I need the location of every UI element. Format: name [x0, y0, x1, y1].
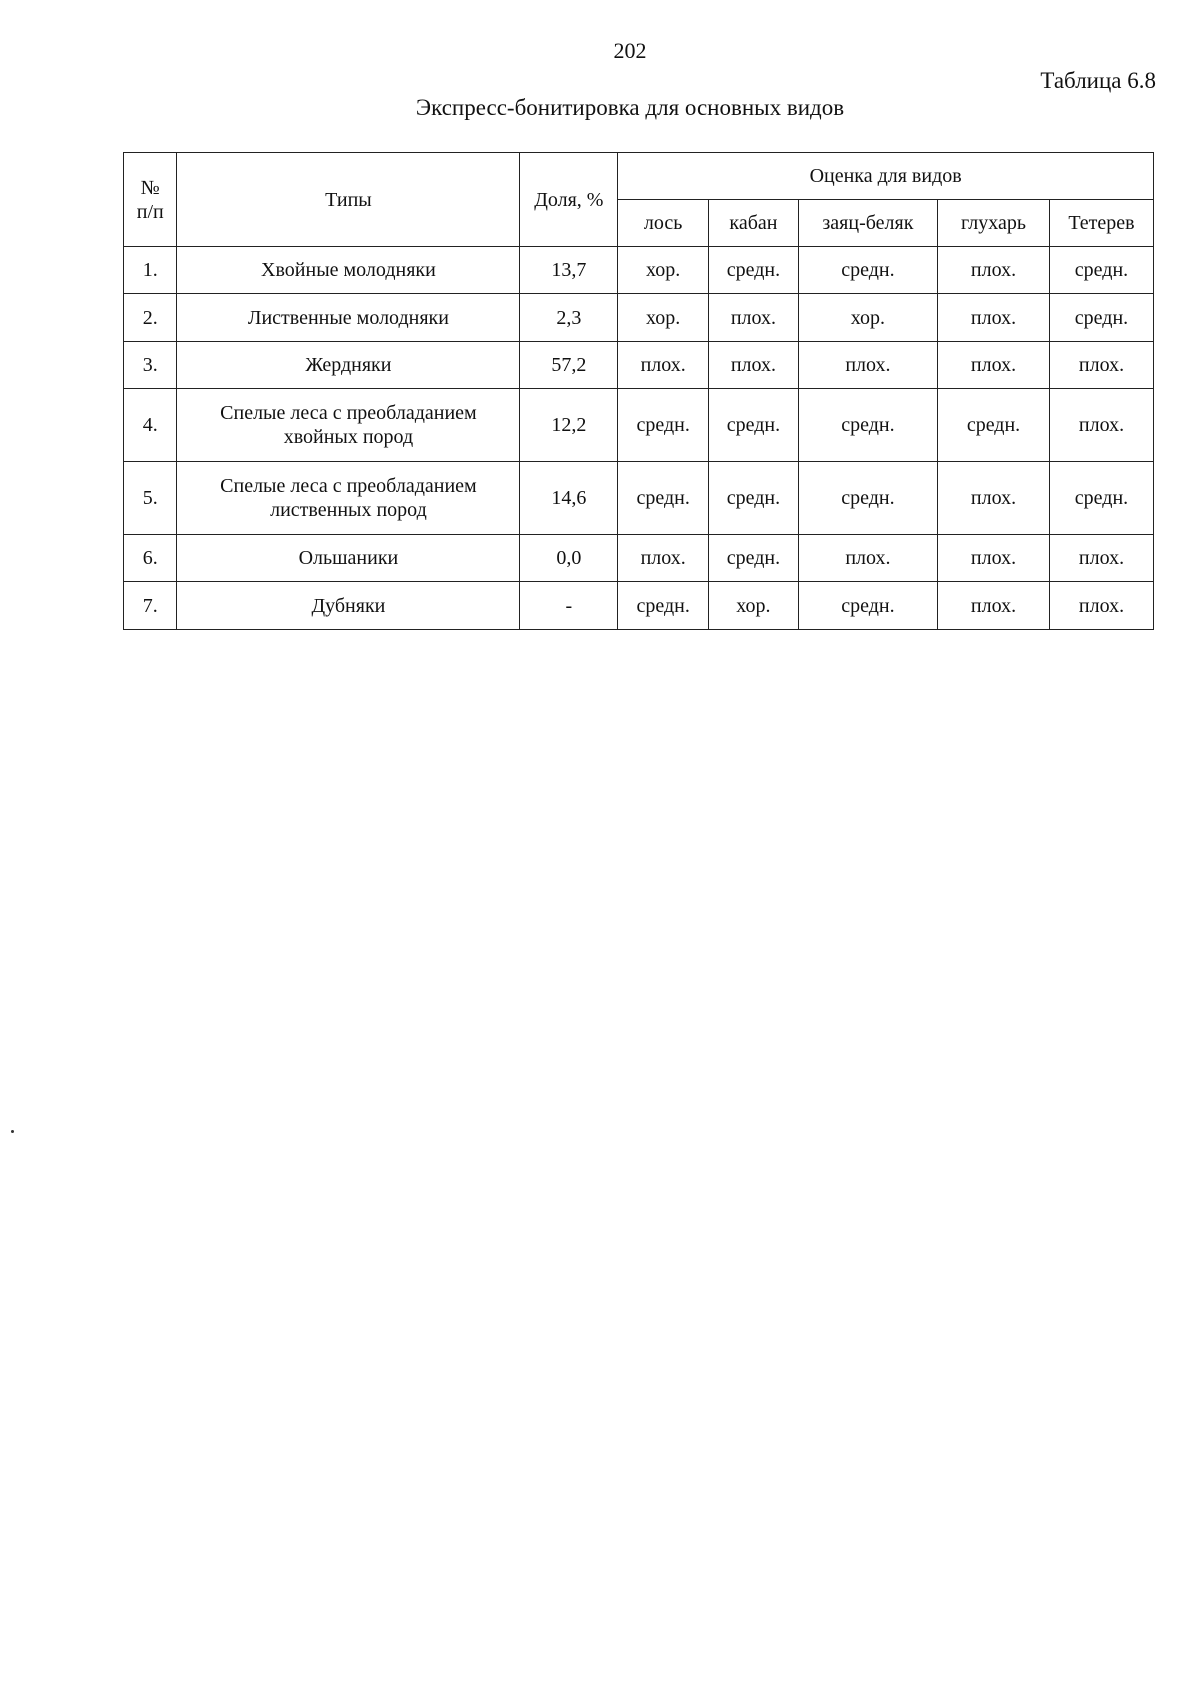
header-species-boar: кабан: [709, 200, 799, 247]
table-row: [124, 247, 1154, 294]
rating-cell: средн.: [798, 247, 937, 294]
rating-cell: плох.: [938, 462, 1050, 535]
table-row: [124, 389, 1154, 462]
table-row: [124, 535, 1154, 582]
row-type: [177, 462, 520, 535]
rating-cell: средн.: [618, 582, 709, 630]
row-type: [177, 294, 520, 342]
rating-cell: средн.: [938, 389, 1050, 462]
rating-cell: плох.: [938, 294, 1050, 342]
rating-cell: средн.: [798, 582, 937, 630]
row-type-text: Дубняки: [311, 594, 386, 617]
rating-cell: плох.: [1049, 582, 1153, 630]
header-species-hare: заяц-беляк: [798, 200, 937, 247]
page-number: 202: [613, 38, 647, 63]
rating-cell: средн.: [709, 247, 799, 294]
row-type: [177, 389, 520, 462]
row-share: 2,3: [520, 294, 618, 342]
row-type-text: Ольшаники: [298, 547, 399, 569]
table-row: [124, 294, 1154, 342]
row-num: 7.: [124, 582, 177, 630]
row-num: 6.: [124, 535, 177, 582]
row-share: 0,0: [520, 535, 618, 582]
header-num-symbol: №: [140, 176, 160, 199]
rating-cell: средн.: [1049, 294, 1153, 342]
rating-cell: средн.: [798, 389, 937, 462]
table-row: [124, 462, 1154, 535]
rating-cell: средн.: [709, 535, 799, 582]
header-rating-group: Оценка для видов: [618, 153, 1154, 200]
row-type-text: Спелые леса с преобладанием: [220, 475, 477, 497]
rating-cell: хор.: [709, 582, 799, 630]
header-types: Типы: [177, 153, 520, 247]
header-species-moose: лось: [618, 200, 709, 247]
row-num: 4.: [124, 389, 177, 462]
rating-cell: средн.: [618, 462, 709, 535]
rating-cell: плох.: [938, 582, 1050, 630]
row-type: [177, 247, 520, 294]
table-label: Таблица 6.8: [1040, 68, 1156, 93]
header-row-1: [124, 153, 1154, 200]
rating-cell: плох.: [798, 535, 937, 582]
rating-cell: средн.: [798, 462, 937, 535]
rating-cell: плох.: [938, 247, 1050, 294]
rating-cell: плох.: [1049, 535, 1153, 582]
row-type-text: Хвойные молодняки: [261, 259, 436, 281]
row-type: [177, 535, 520, 582]
row-share: -: [520, 582, 618, 630]
rating-cell: средн.: [709, 389, 799, 462]
row-type-text-line2: хвойных пород: [283, 426, 414, 448]
row-share: 57,2: [520, 342, 618, 389]
rating-cell: средн.: [1049, 247, 1153, 294]
rating-cell: плох.: [1049, 342, 1153, 389]
row-share: 12,2: [520, 389, 618, 462]
table-row: [124, 342, 1154, 389]
row-type-text: Лиственные молодняки: [247, 306, 449, 329]
row-type-text: Спелые леса с преобладанием: [220, 402, 477, 424]
scan-speck: [11, 1130, 14, 1133]
rating-cell: хор.: [618, 247, 709, 294]
table-title: Экспресс-бонитировка для основных видов: [415, 95, 845, 120]
row-type: [177, 582, 520, 630]
header-num-abbr: п/п: [136, 200, 164, 223]
rating-cell: средн.: [1049, 462, 1153, 535]
row-num: 3.: [124, 342, 177, 389]
rating-cell: плох.: [938, 535, 1050, 582]
row-share: 14,6: [520, 462, 618, 535]
row-type-text: Жердняки: [305, 354, 392, 376]
rating-cell: средн.: [618, 389, 709, 462]
rating-cell: хор.: [798, 294, 937, 342]
rating-cell: плох.: [798, 342, 937, 389]
row-share: 13,7: [520, 247, 618, 294]
table-row: [124, 582, 1154, 630]
rating-cell: плох.: [709, 342, 799, 389]
header-share: Доля, %: [520, 153, 618, 247]
header-species-grouse: Тетерев: [1049, 200, 1153, 247]
bonitet-table: [123, 152, 1154, 630]
row-type: [177, 342, 520, 389]
rating-cell: средн.: [709, 462, 799, 535]
rating-cell: плох.: [618, 342, 709, 389]
rating-cell: плох.: [709, 294, 799, 342]
rating-cell: плох.: [618, 535, 709, 582]
header-species-capercaillie: глухарь: [938, 200, 1050, 247]
rating-cell: плох.: [938, 342, 1050, 389]
header-num: [124, 153, 177, 247]
rating-cell: хор.: [618, 294, 709, 342]
row-num: 2.: [124, 294, 177, 342]
row-type-text-line2: лиственных пород: [270, 499, 427, 521]
rating-cell: плох.: [1049, 389, 1153, 462]
row-num: 5.: [124, 462, 177, 535]
row-num: 1.: [124, 247, 177, 294]
